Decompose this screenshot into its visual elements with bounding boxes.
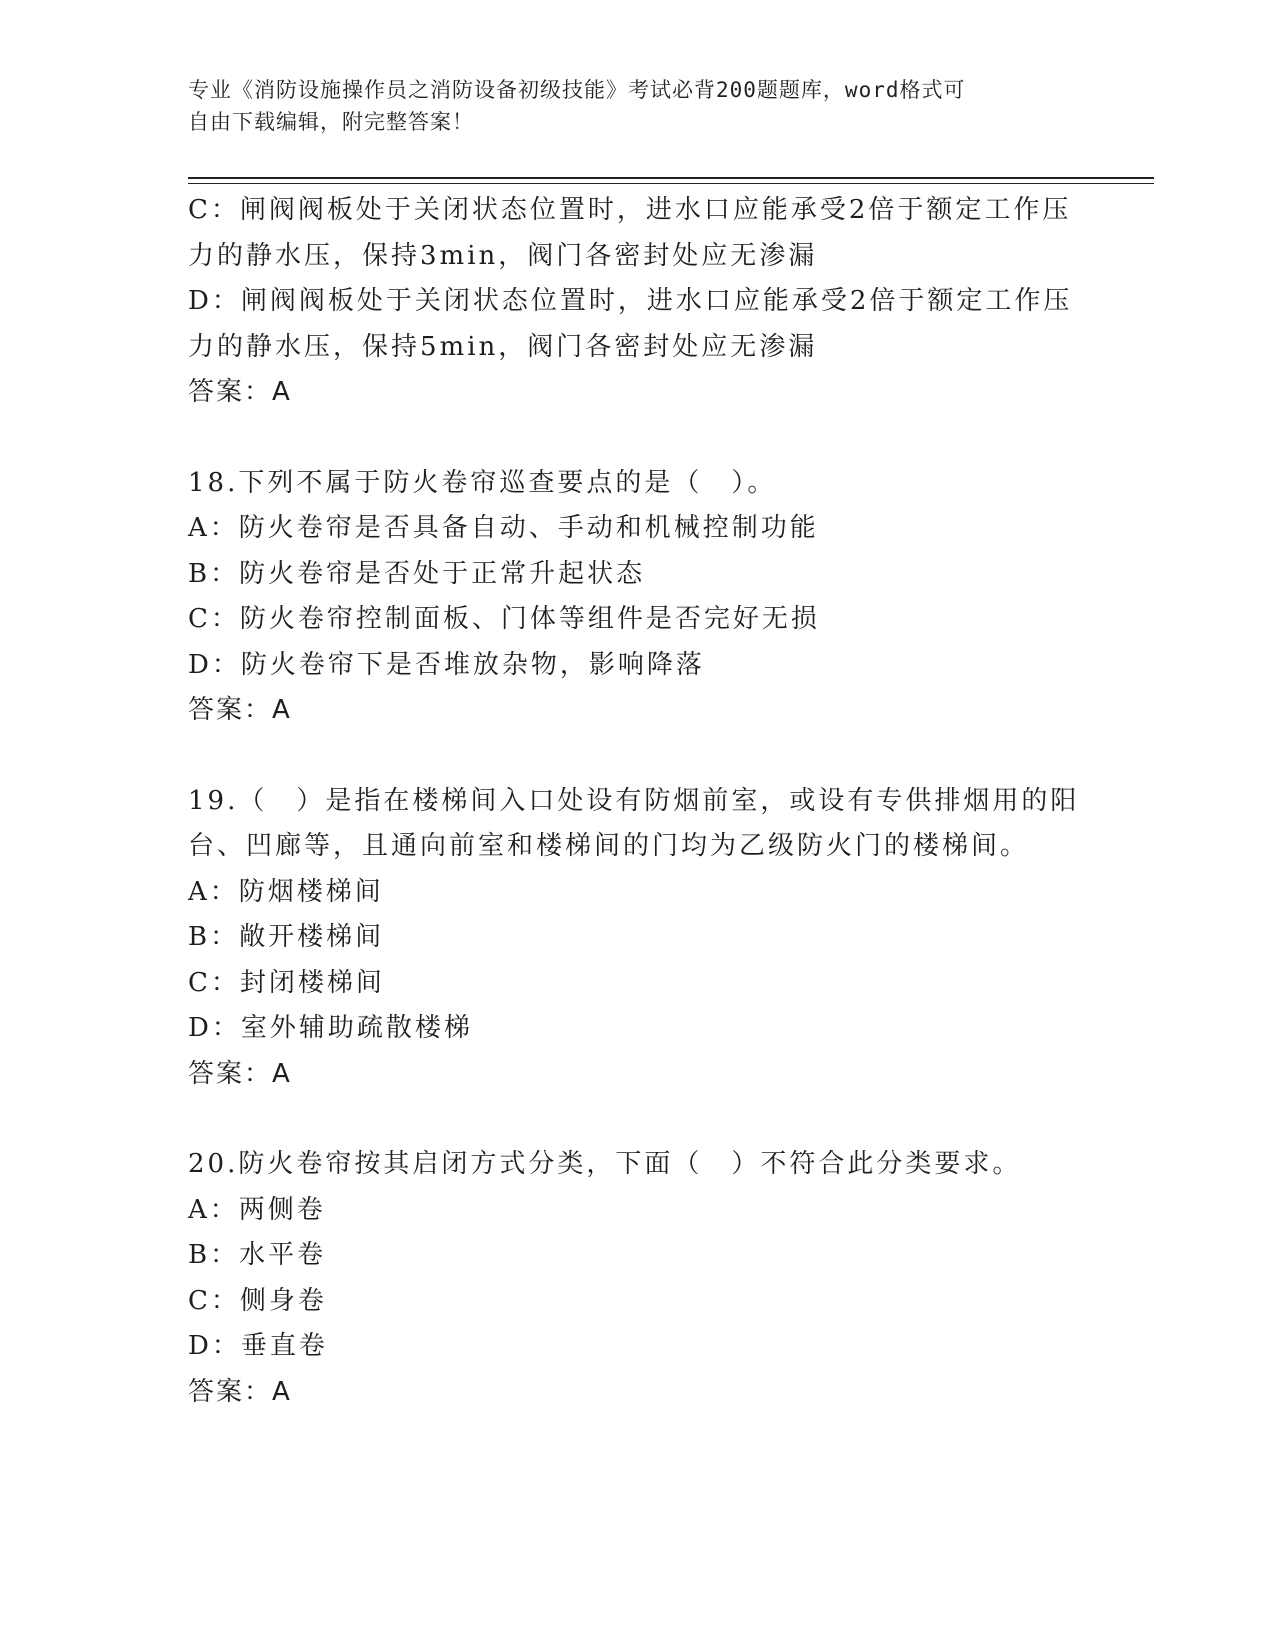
answer-17: 答案：A <box>188 377 292 407</box>
question-18 <box>188 461 1088 734</box>
question-stem: 20.防火卷帘按其启闭方式分类，下面（ ）不符合此分类要求。 <box>188 1149 1022 1179</box>
question-stem-line-2: 台、凹廊等，且通向前室和楼梯间的门均为乙级防火门的楼梯间。 <box>188 831 1030 861</box>
header-title-line-1: 专业《消防设施操作员之消防设备初级技能》考试必背200题题库，word格式可 <box>188 78 966 102</box>
option-d: D：室外辅助疏散楼梯 <box>188 1013 473 1043</box>
option-d-line-1: D：闸阀阀板处于关闭状态位置时，进水口应能承受2倍于额定工作压 <box>188 286 1073 316</box>
option-d-line-2: 力的静水压，保持5min，阀门各密封处应无渗漏 <box>188 331 818 362</box>
option-d: D：防火卷帘下是否堆放杂物，影响降落 <box>188 649 705 680</box>
spacer <box>188 1097 1088 1142</box>
option-a: A：防火卷帘是否具备自动、手动和机械控制功能 <box>188 513 819 543</box>
option-c: C：封闭楼梯间 <box>188 967 385 998</box>
question-stem-line-1: 19.（ ）是指在楼梯间入口处设有防烟前室，或设有专供排烟用的阳 <box>188 785 1080 816</box>
question-list <box>188 188 1088 1415</box>
option-d: D：垂直卷 <box>188 1331 328 1361</box>
option-a: A：防烟楼梯间 <box>188 876 384 907</box>
question-stem: 18.下列不属于防火卷帘巡查要点的是（ ）。 <box>188 467 777 498</box>
option-b: B：水平卷 <box>188 1240 327 1270</box>
option-a: A：两侧卷 <box>188 1194 326 1225</box>
option-c: C：侧身卷 <box>188 1285 327 1316</box>
spacer <box>188 734 1088 779</box>
answer-18: 答案：A <box>188 695 292 725</box>
header-divider-thin <box>188 183 1154 184</box>
question-20 <box>188 1142 1088 1415</box>
option-b: B：防火卷帘是否处于正常升起状态 <box>188 558 646 589</box>
question-19 <box>188 779 1088 1098</box>
answer-20: 答案：A <box>188 1376 292 1407</box>
question-17-continued <box>188 188 1088 416</box>
document-header <box>188 74 1088 138</box>
option-b: B：敞开楼梯间 <box>188 922 385 952</box>
option-c-line-2: 力的静水压，保持3min，阀门各密封处应无渗漏 <box>188 240 818 271</box>
header-title-line-2: 自由下载编辑，附完整答案！ <box>188 110 474 134</box>
answer-19: 答案：A <box>188 1058 292 1089</box>
spacer <box>188 416 1088 461</box>
header-divider-thick <box>188 177 1154 179</box>
option-c: C：防火卷帘控制面板、门体等组件是否完好无损 <box>188 604 820 634</box>
option-c-line-1: C：闸阀阀板处于关闭状态位置时，进水口应能承受2倍于额定工作压 <box>188 195 1072 225</box>
